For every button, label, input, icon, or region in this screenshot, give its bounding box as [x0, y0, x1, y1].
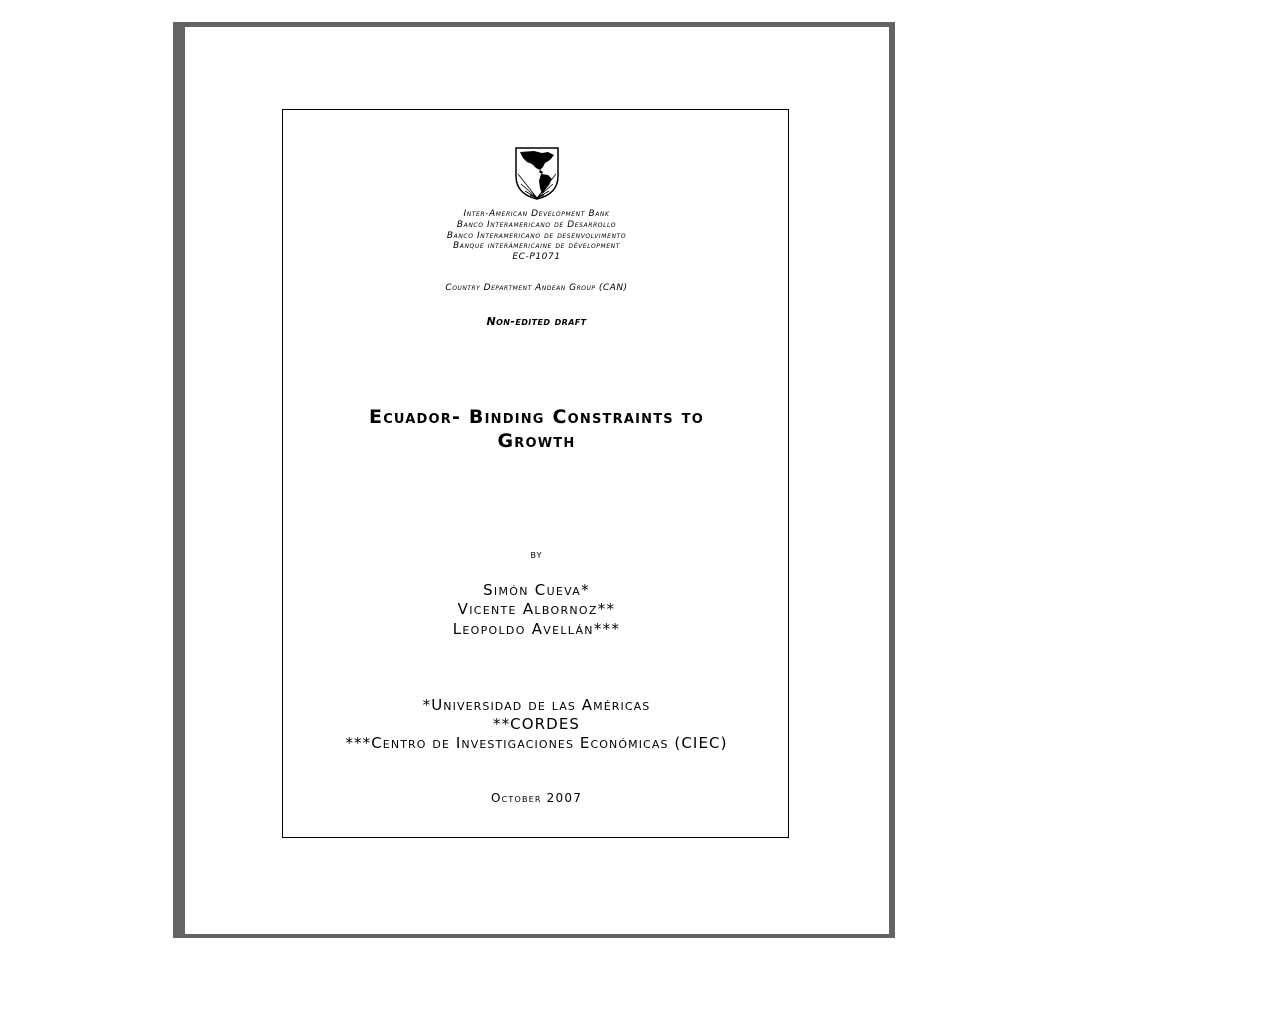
- cover-border: [282, 109, 789, 838]
- org-line-5: EC-P1071: [512, 252, 561, 262]
- org-line-4: Banque interámericaine de dévelopment: [452, 241, 621, 251]
- document-page: [185, 27, 889, 934]
- org-line-3: Banco Interamericano de desenvolvimento: [446, 231, 627, 241]
- cover-content: [283, 110, 790, 839]
- department-label: Country Department Andean Group (CAN): [445, 283, 628, 293]
- affiliation-2: **CORDES: [492, 715, 581, 733]
- affiliation-3: ***Centro de Investigaciones Económicas (CIEC): [345, 734, 728, 752]
- org-line-1: Inter-American Development Bank: [463, 209, 610, 219]
- affiliation-1: *Universidad de las Américas: [422, 696, 651, 714]
- author-3: Leopoldo Avellán***: [452, 620, 621, 638]
- page-frame: [173, 22, 895, 938]
- document-date: October 2007: [490, 791, 583, 805]
- title-line-1: Ecuador- Binding Constraints to: [369, 406, 704, 428]
- draft-note: Non-edited draft: [486, 315, 587, 328]
- title-line-2: Growth: [497, 430, 576, 452]
- author-1: Simón Cueva*: [483, 581, 590, 599]
- author-2: Vicente Albornoz**: [457, 600, 616, 618]
- idb-globe-logo-icon: [514, 146, 560, 200]
- by-label: by: [530, 548, 543, 561]
- org-line-2: Banco Interamericano de Desarrollo: [456, 220, 617, 230]
